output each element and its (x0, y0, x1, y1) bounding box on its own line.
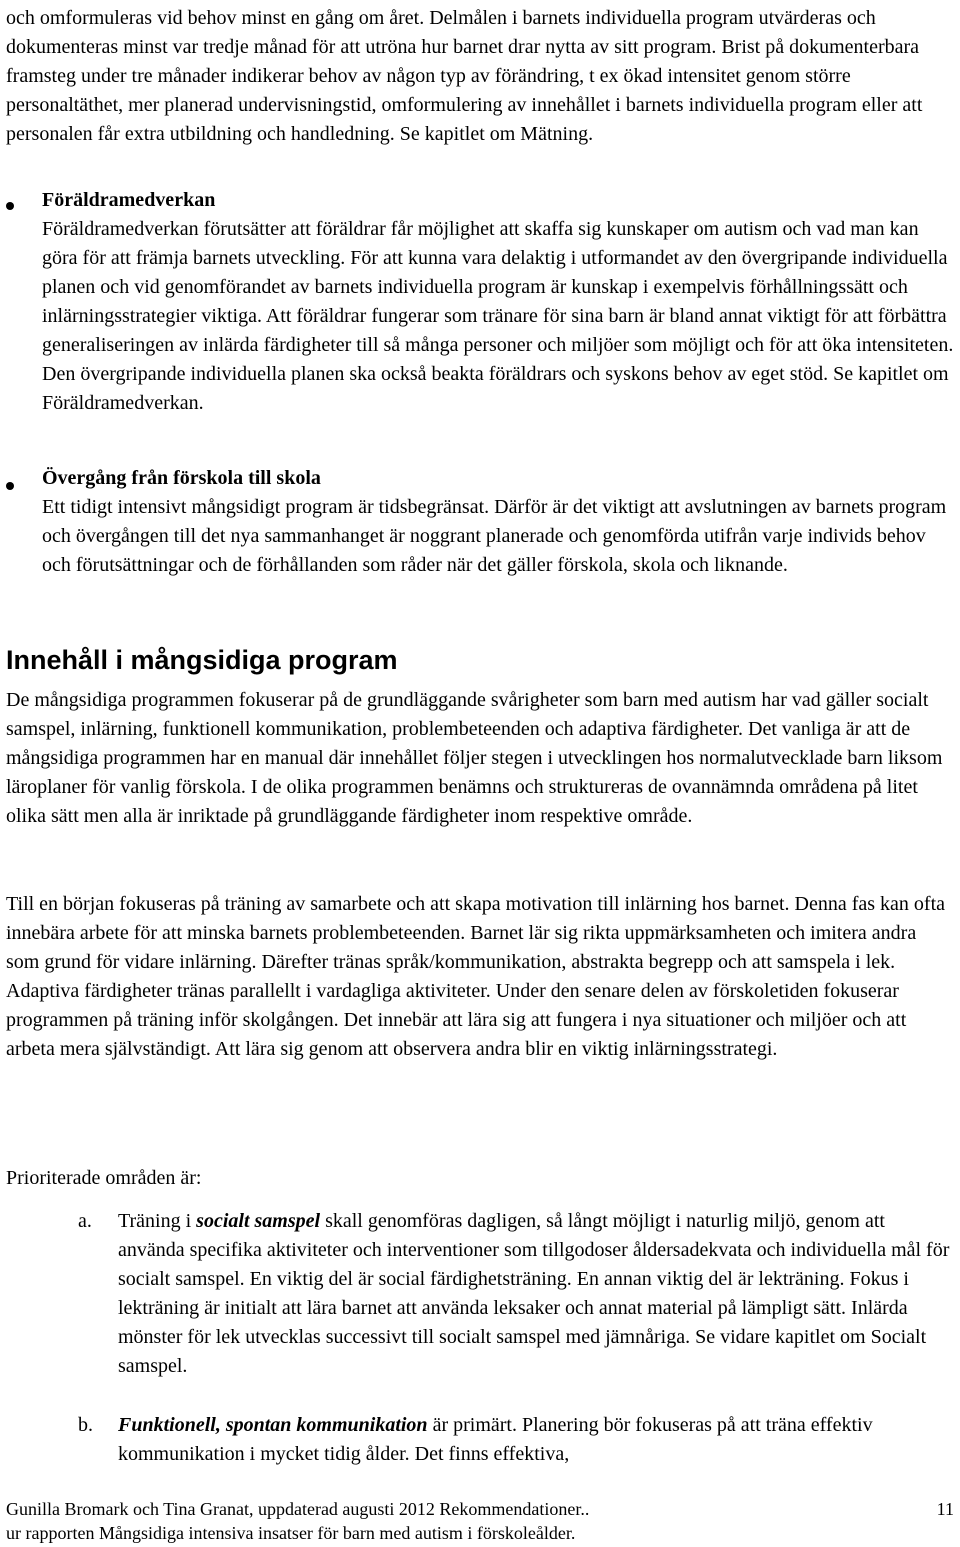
bullet-icon (6, 202, 14, 210)
section-heading: Innehåll i mångsidiga program (6, 645, 398, 675)
emphasis: socialt samspel (196, 1210, 321, 1232)
bullet-item-foraldramedverkan (42, 186, 954, 418)
bullet-icon (6, 482, 14, 490)
bullet-heading: Övergång från förskola till skola (42, 467, 321, 489)
bullet-heading: Föräldramedverkan (42, 189, 216, 211)
bullet-text: Ett tidigt intensivt mångsidigt program är tidsbegränsat. Därför är det viktigt att avslutningen av barnets program och övergången till det nya sammanhanget är noggrant planerade och genomförda utifrån varje individs behov och förutsättningar och de förhållanden som råder när det gäller förskola, skola och liknande. (42, 496, 947, 576)
intro-paragraph: och omformuleras vid behov minst en gång om året. Delmålen i barnets individuella program utvärderas och dokumenteras minst var tredje månad för att utröna hur barnet drar nytta av sitt program. Brist på dokumenterbara framsteg under tre månader indikerar behov av någon typ av förändring, t ex ökad intensitet genom större personaltäthet, mer planerad undervisningstid, omformulering av innehållet i barnets individuella program eller att personalen får extra utbildning och handledning. Se kapitlet om Mätning. (6, 7, 923, 145)
list-intro: Prioriterade områden är: (6, 1167, 202, 1189)
emphasis: Funktionell, spontan kommunikation (118, 1414, 428, 1436)
section-paragraph-1: De mångsidiga programmen fokuserar på de grundläggande svårigheter som barn med autism har vad gäller socialt samspel, inlärning, funktionell kommunikation, problembeteenden och adaptiva färdigheter. Det vanliga är att de mångsidiga programmen har en manual där innehållet följer stegen i utvecklingen hos normalutvecklade barn liksom läroplaner för vanlig förskola. I de olika programmen benämns och struktureras de ovannämnda områdena på litet olika sätt men alla är inriktade på grundläggande färdigheter inom respektive område. (6, 689, 943, 827)
footer-line-2: ur rapporten Mångsidiga intensiva insatser för barn med autism i förskoleålder. (6, 1523, 576, 1543)
bullet-item-overgang (42, 464, 954, 580)
page-footer (6, 1497, 954, 1545)
list-item-a (78, 1207, 954, 1381)
bullet-text: Föräldramedverkan förutsätter att föräldrar får möjlighet att skaffa sig kunskaper om autism och vad man kan göra för att främja barnets utveckling. För att kunna vara delaktig i utformandet av den övergripande individuella planen och vid genomförandet av barnets individuella program är kunskap i exempelvis förhållningssätt och inlärningsstrategier viktiga. Att föräldrar fungerar som tränare för sina barn är bland annat viktigt för att förbättra generaliseringen av inlärda färdigheter till så många personer och miljöer som möjligt och för att öka intensiteten. Den övergripande individuella planen ska också beakta föräldrars och syskons behov av eget stöd. Se kapitlet om Föräldramedverkan. (42, 218, 954, 414)
list-item-text: Funktionell, spontan kommunikation är primärt. Planering bör fokuseras på att träna effektiv kommunikation i mycket tidig ålder. Det finns effektiva, (118, 1414, 873, 1465)
list-marker: b. (78, 1414, 93, 1436)
page-number: 11 (936, 1499, 954, 1519)
footer-line-1: Gunilla Bromark och Tina Granat, uppdaterad augusti 2012 Rekommendationer.. (6, 1499, 590, 1519)
list-item-b (78, 1411, 954, 1469)
section-paragraph-2: Till en början fokuseras på träning av samarbete och att skapa motivation till inlärning hos barnet. Denna fas kan ofta innebära arbete för att minska barnets problembeteenden. Barnet lär sig rikta uppmärksamheten och imitera andra som grund för vidare inlärning. Därefter tränas språk/kommunikation, abstrakta begrepp och att samspela i lek. Adaptiva färdigheter tränas parallellt i vardagliga aktiviteter. Under den senare delen av förskoletiden fokuserar programmen på träning inför skolgången. Det innebär att lära sig att fungera i nya situationer och miljöer och att arbeta mera självständigt. Att lära sig genom att observera andra blir en viktig inlärningsstrategi. (6, 893, 946, 1060)
list-item-text: Träning i socialt samspel skall genomföras dagligen, så långt möjligt i naturlig miljö, genom att använda specifika aktiviteter och interventioner som tillgodoser åldersadekvata och individuella mål för socialt samspel. En viktig del är social färdighetsträning. En annan viktig del är lekträning. Fokus i lekträning är initialt att lära barnet att använda leksaker och annat material på lämpligt sätt. Inlärda mönster för lek utvecklas successivt till socialt samspel med jämnåriga. Se vidare kapitlet om Socialt samspel. (118, 1210, 950, 1377)
list-marker: a. (78, 1210, 92, 1232)
